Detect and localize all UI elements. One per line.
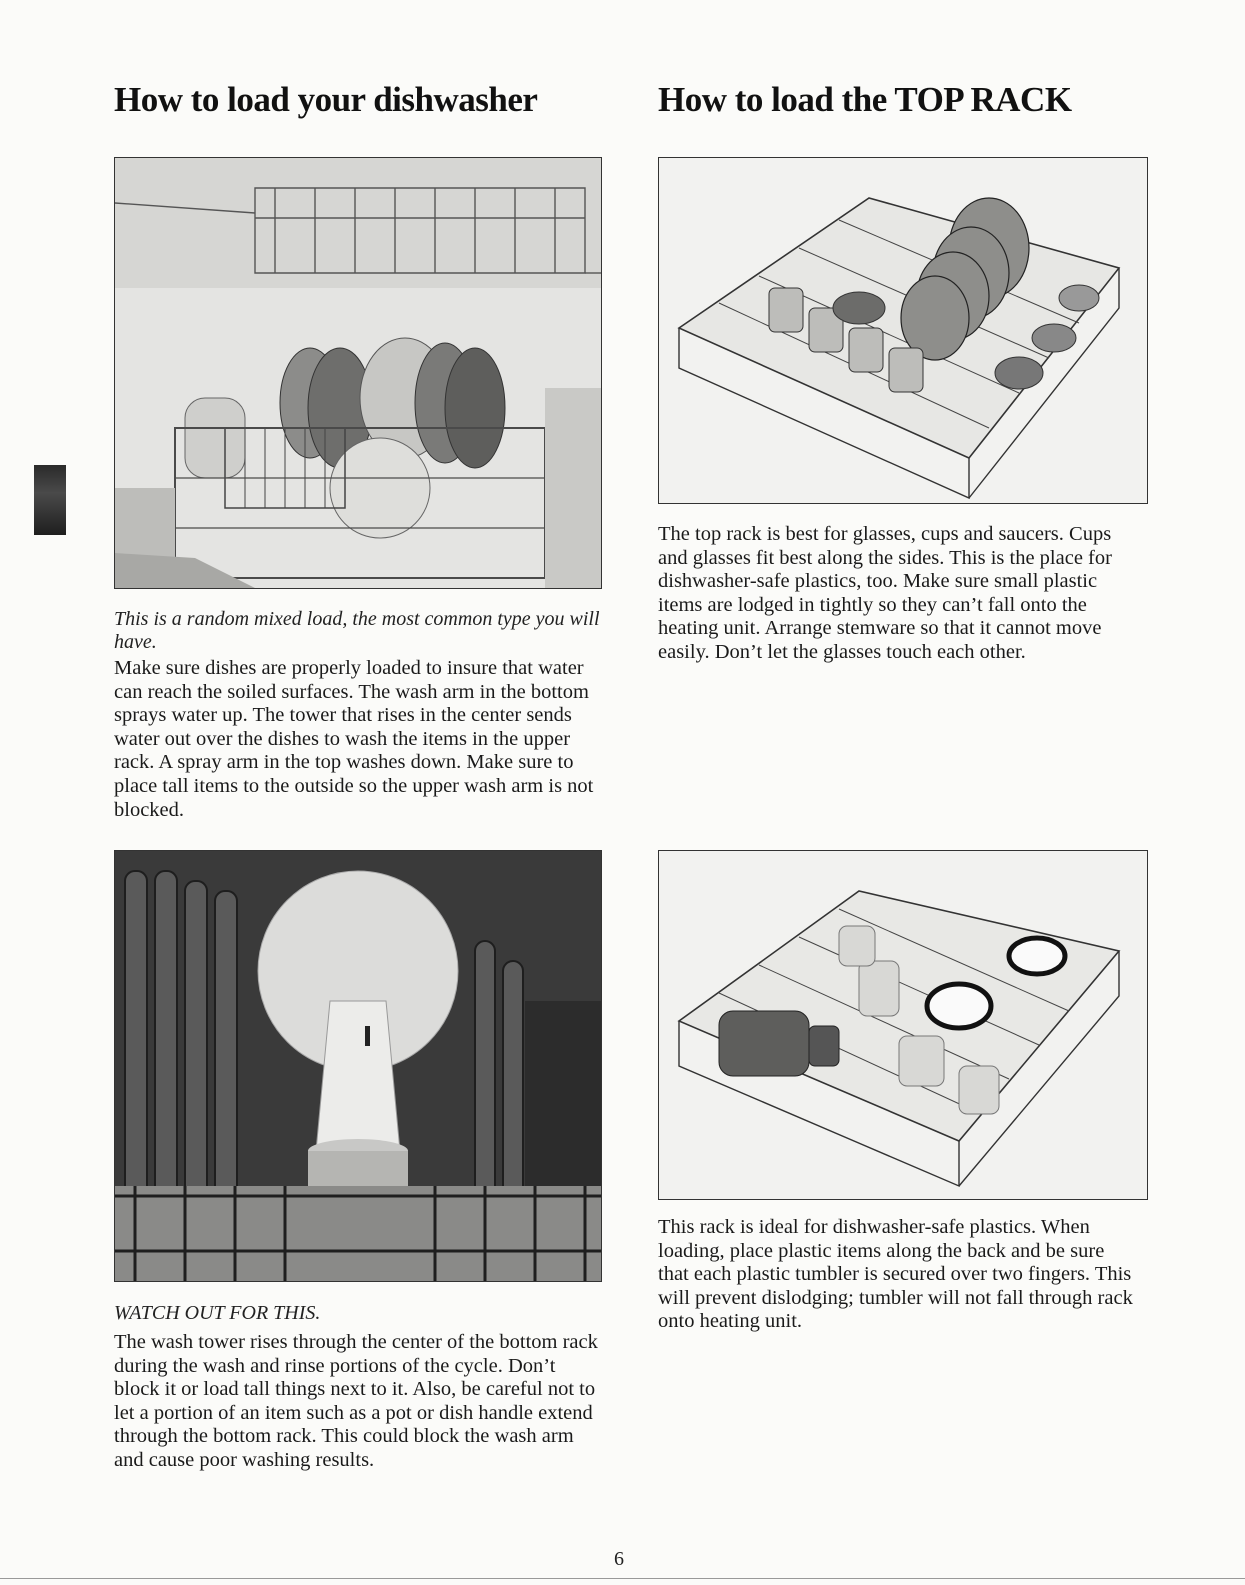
top-rack-plastics-illustration	[658, 850, 1148, 1200]
bottom-rule	[0, 1578, 1245, 1579]
page-number: 6	[614, 1548, 624, 1570]
section-heading-load-dishwasher: How to load your dishwasher	[114, 80, 538, 119]
mixed-load-photo	[114, 157, 602, 589]
section-heading-top-rack: How to load the TOP RACK	[658, 80, 1072, 119]
wash-tower-photo	[114, 850, 602, 1282]
top-rack-paragraph: The top rack is best for glasses, cups and saucers. Cups and glasses fit best along the sides. This is the place for dishwasher-safe plastics, too. Make sure small plastic items are lodged in tightly so they can’t fall onto the heating unit. Arrange stemware so that it cannot move easily. Don’t let the glasses touch each other.	[658, 523, 1112, 663]
top-rack-glasses-illustration	[658, 157, 1148, 504]
plastics-paragraph: This rack is ideal for dishwasher-safe plastics. When loading, place plastic items along the back and be sure that each plastic tumbler is secured over two fingers. This will prevent dislodging; tumbler will not fall through rack onto heating unit.	[658, 1216, 1133, 1333]
wash-tower-caption: WATCH OUT FOR THIS.	[114, 1302, 321, 1324]
loading-paragraph: Make sure dishes are properly loaded to insure that water can reach the soiled surfaces. The wash arm in the bottom sprays water up. The tower that rises in the center sends water out over the dishes to wash the items in the upper rack. A spray arm in the top washes down. Make sure to place tall items to the outside so the upper wash arm is not blocked.	[114, 657, 594, 821]
section-tab-marker	[34, 465, 66, 535]
mixed-load-caption: This is a random mixed load, the most common type you will have.	[114, 608, 600, 653]
wash-tower-paragraph: The wash tower rises through the center of the bottom rack during the wash and rinse portions of the cycle. Don’t block it or load tall things next to it. Also, be careful not to let a portion of an item such as a pot or dish handle extend through the bottom rack. This could block the wash arm and cause poor washing results.	[114, 1331, 598, 1471]
